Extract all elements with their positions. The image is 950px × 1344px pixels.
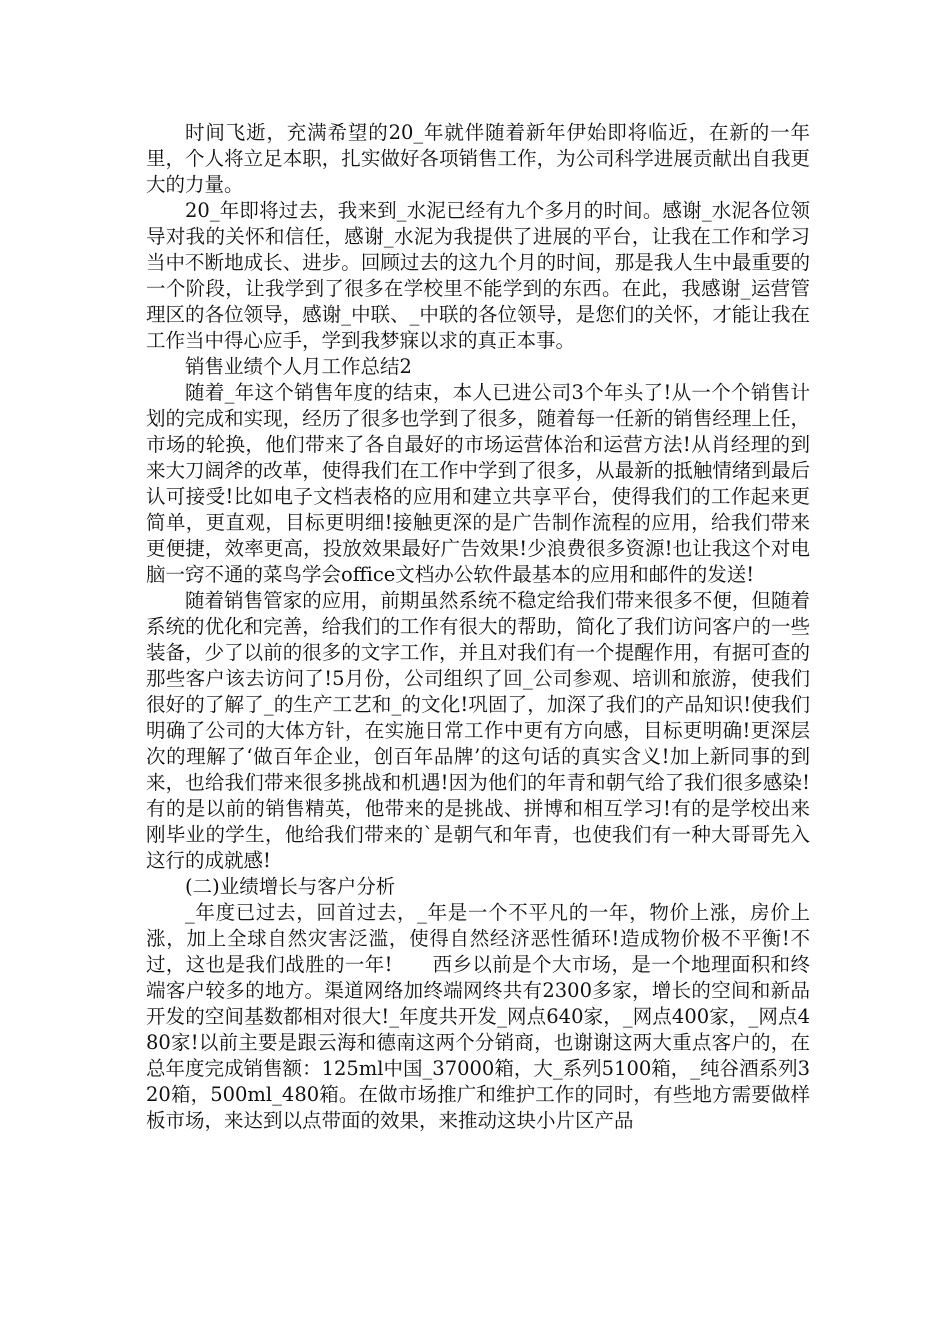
- paragraph-sales-manager-system: 随着销售管家的应用，前期虽然系统不稳定给我们带来很多不便，但随着系统的优化和完善，给我们的工作有很大的帮助，简化了我们访问客户的一些装备，少了以前的很多的文字工作，并且对我们有一个提醒作用，有据可查的那些客户该去访问了!5月份，公司组织了回_公司参观、培训和旅游，使我们很好的了解了_的生产工艺和_的文化!巩固了，加深了我们的产品知识!使我们明确了公司的大体方针，在实施日常工作中更有方向感，目标更明确!更深层次的理解了‘做百年企业，创百年品牌’的这句话的真实含义!加上新同事的到来，也给我们带来很多挑战和机遇!因为他们的年青和朝气给了我们很多感染!有的是以前的销售精英，他带来的是挑战、拼博和相互学习!有的是学校出来刚毕业的学生，他给我们带来的`是朝气和年青，也使我们有一种大哥哥先入这行的成就感!: [146, 589, 810, 872]
- section-heading-growth-analysis: (二)业绩增长与客户分析: [185, 875, 396, 898]
- paragraph-growth-analysis: _年度已过去，回首过去，_年是一个不平凡的一年，物价上涨，房价上涨，加上全球自然灾害泛滥，使得自然经济恶性循环!造成物价极不平衡!不过，这也是我们战胜的一年! 西乡以前是个大市场，是一个地理面积和终端客户较多的地方。渠道网络加终端网终共有2300多家，增长的空间和新品开发的空间基数都相对很大!_年度共开发_网点640家，_网点400家，_网点480家!以前主要是跟云海和德南这两个分销商，也谢谢这两大重点客户的，在总年度完成销售额：125ml中国_37000箱，大_系列5100箱，_纯谷酒系列320箱，500ml_480箱。在做市场推广和维护工作的同时，有些地方需要做样板市场，来达到以点带面的效果，来推动这块小片区产品: [146, 901, 810, 1132]
- paragraph-thanks: 20_年即将过去，我来到_水泥已经有九个多月的时间。感谢_水泥各位领导对我的关怀和信任，感谢_水泥为我提供了进展的平台，让我在工作和学习当中不断地成长、进步。回顾过去的这九个月的时间，那是我人生中最重要的一个阶段，让我学到了很多在学校里不能学到的东西。在此，我感谢_运营管理区的各位领导，感谢_中联、_中联的各位领导，是您们的关怀，才能让我在工作当中得心应手，学到我梦寐以求的真正本事。: [146, 199, 810, 352]
- document-body: [146, 120, 810, 1134]
- section-heading-summary-2: 销售业绩个人月工作总结2: [185, 355, 412, 378]
- paragraph-intro: 时间飞逝，充满希望的20_年就伴随着新年伊始即将临近，在新的一年里，个人将立足本职，扎实做好各项销售工作，为公司科学进展贡献出自我更大的力量。: [146, 121, 810, 196]
- paragraph-sales-year: 随着_年这个销售年度的结束，本人已进公司3个年头了!从一个个销售计划的完成和实现，经历了很多也学到了很多，随着每一任新的销售经理上任，市场的轮换，他们带来了各自最好的市场运营体治和运营方法!从肖经理的到来大刀阔斧的改革，使得我们在工作中学到了很多，从最新的抵触情绪到最后认可接受!比如电子文档表格的应用和建立共享平台，使得我们的工作起来更简单，更直观，目标更明细!接触更深的是广告制作流程的应用，给我们带来更便捷，效率更高，投放效果最好广告效果!少浪费很多资源!也让我这个对电脑一窍不通的菜鸟学会office文档办公软件最基本的应用和邮件的发送!: [146, 381, 810, 586]
